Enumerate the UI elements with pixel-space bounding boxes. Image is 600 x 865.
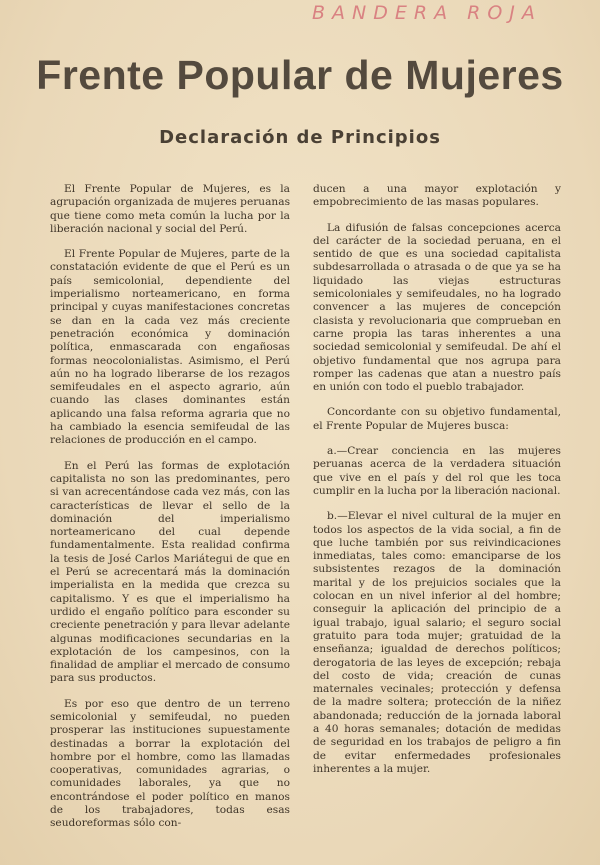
paragraph: Es por eso que dentro de un terreno semicolonial y semifeudal, no pueden prosperar las instituciones supuestamente destinadas a borrar la explotación del hombre por el hombre, como las llamadas cooperativas, comunidades agrarias, o comunidades laborales, ya que no encontrándose el poder político en manos de los trabajadores, todas esas seudoreformas sólo con- xyxy=(50,697,290,830)
paragraph: El Frente Popular de Mujeres, es la agrupación organizada de mujeres peruanas que tiene como meta común la lucha por la liberación nacional y social del Perú. xyxy=(50,183,290,235)
paragraph-continuation: ducen a una mayor explotación y empobrecimiento de las masas populares. xyxy=(313,183,561,209)
paragraph: La difusión de falsas concepciones acerca del carácter de la sociedad peruana, en el sentido de que es una sociedad capitalista subdesarrollada o atrasada o de que ya se ha liquidado las viejas estructuras semicoloniales y semifeudales, no ha logrado convencer a las mujeres de concepción clasista y revolucionaria que comprueban en carne propia las taras inherentes a una sociedad semicolonial y semifeudal. De ahí el objetivo fundamental que nos agrupa para romper las cadenas que atan a nuestro país en unión con todo el pueblo trabajador. xyxy=(313,221,561,394)
left-column xyxy=(50,183,290,843)
paragraph: En el Perú las formas de explotación capitalista no son las predominantes, pero si van acrecentándose cada vez más, con las características de llevar el sello de la dominación del imperialismo norteamericano del cual depende fundamentalmente. Esta realidad confirma la tesis de José Carlos Mariátegui de que en el Perú se acrecentará más la dominación imperialista en la medida que crezca su capitalismo. Y es que el imperialismo ha urdido el engaño político para esconder su creciente penetración y para llevar adelante algunas modificaciones secundarias en la explotación de los campesinos, con la finalidad de ampliar el mercado de consumo para sus productos. xyxy=(50,459,290,685)
page-title: Frente Popular de Mujeres xyxy=(36,52,564,98)
right-column xyxy=(313,183,561,788)
paragraph: El Frente Popular de Mujeres, parte de la constatación evidente de que el Perú es un país semicolonial, dependiente del imperialismo norteamericano, en forma principal y cuyas manifestaciones concretas se dan en la cada vez más creciente penetración económica y dominación política, enmascarada con engañosas formas neocolonialistas. Asimismo, el Perú aún no ha logrado liberarse de los rezagos semifeudales en el aspecto agrario, aún cuando las clases dominantes están aplicando una falsa reforma agraria que no ha cambiado la esencia semifeudal de las relaciones de producción en el campo. xyxy=(50,248,290,447)
list-item: a.—Crear conciencia en las mujeres peruanas acerca de la verdadera situación que vive en el país y del rol que les toca cumplir en la lucha por la liberación nacional. xyxy=(313,445,561,497)
list-item: b.—Elevar el nivel cultural de la mujer en todos los aspectos de la vida social, a fin de que luche también por sus reivindicaciones inmediatas, tales como: emanciparse de los subsistentes rezagos de la dominación marital y de los prejuicios sociales que la colocan en un nivel inferior al del hombre; conseguir la aplicación del principio de a igual trabajo, igual salario; el seguro social gratuito para toda mujer; gratuidad de la enseñanza; igualdad de derechos políticos; derogatoria de las leyes de excepción; rebaja del costo de vida; creación de cunas maternales vecinales; protección y defensa de la madre soltera; protección de la niñez abandonada; reducción de la jornada laboral a 40 horas semanales; dotación de medidas de seguridad en los trabajos de peligro a fin de evitar enfermedades profesionales inherentes a la mujer. xyxy=(313,510,561,775)
paragraph: Concordante con su objetivo fundamental, el Frente Popular de Mujeres busca: xyxy=(313,406,561,432)
handwritten-annotation: BANDERA ROJA xyxy=(312,2,542,24)
page-subtitle: Declaración de Principios xyxy=(159,127,441,148)
